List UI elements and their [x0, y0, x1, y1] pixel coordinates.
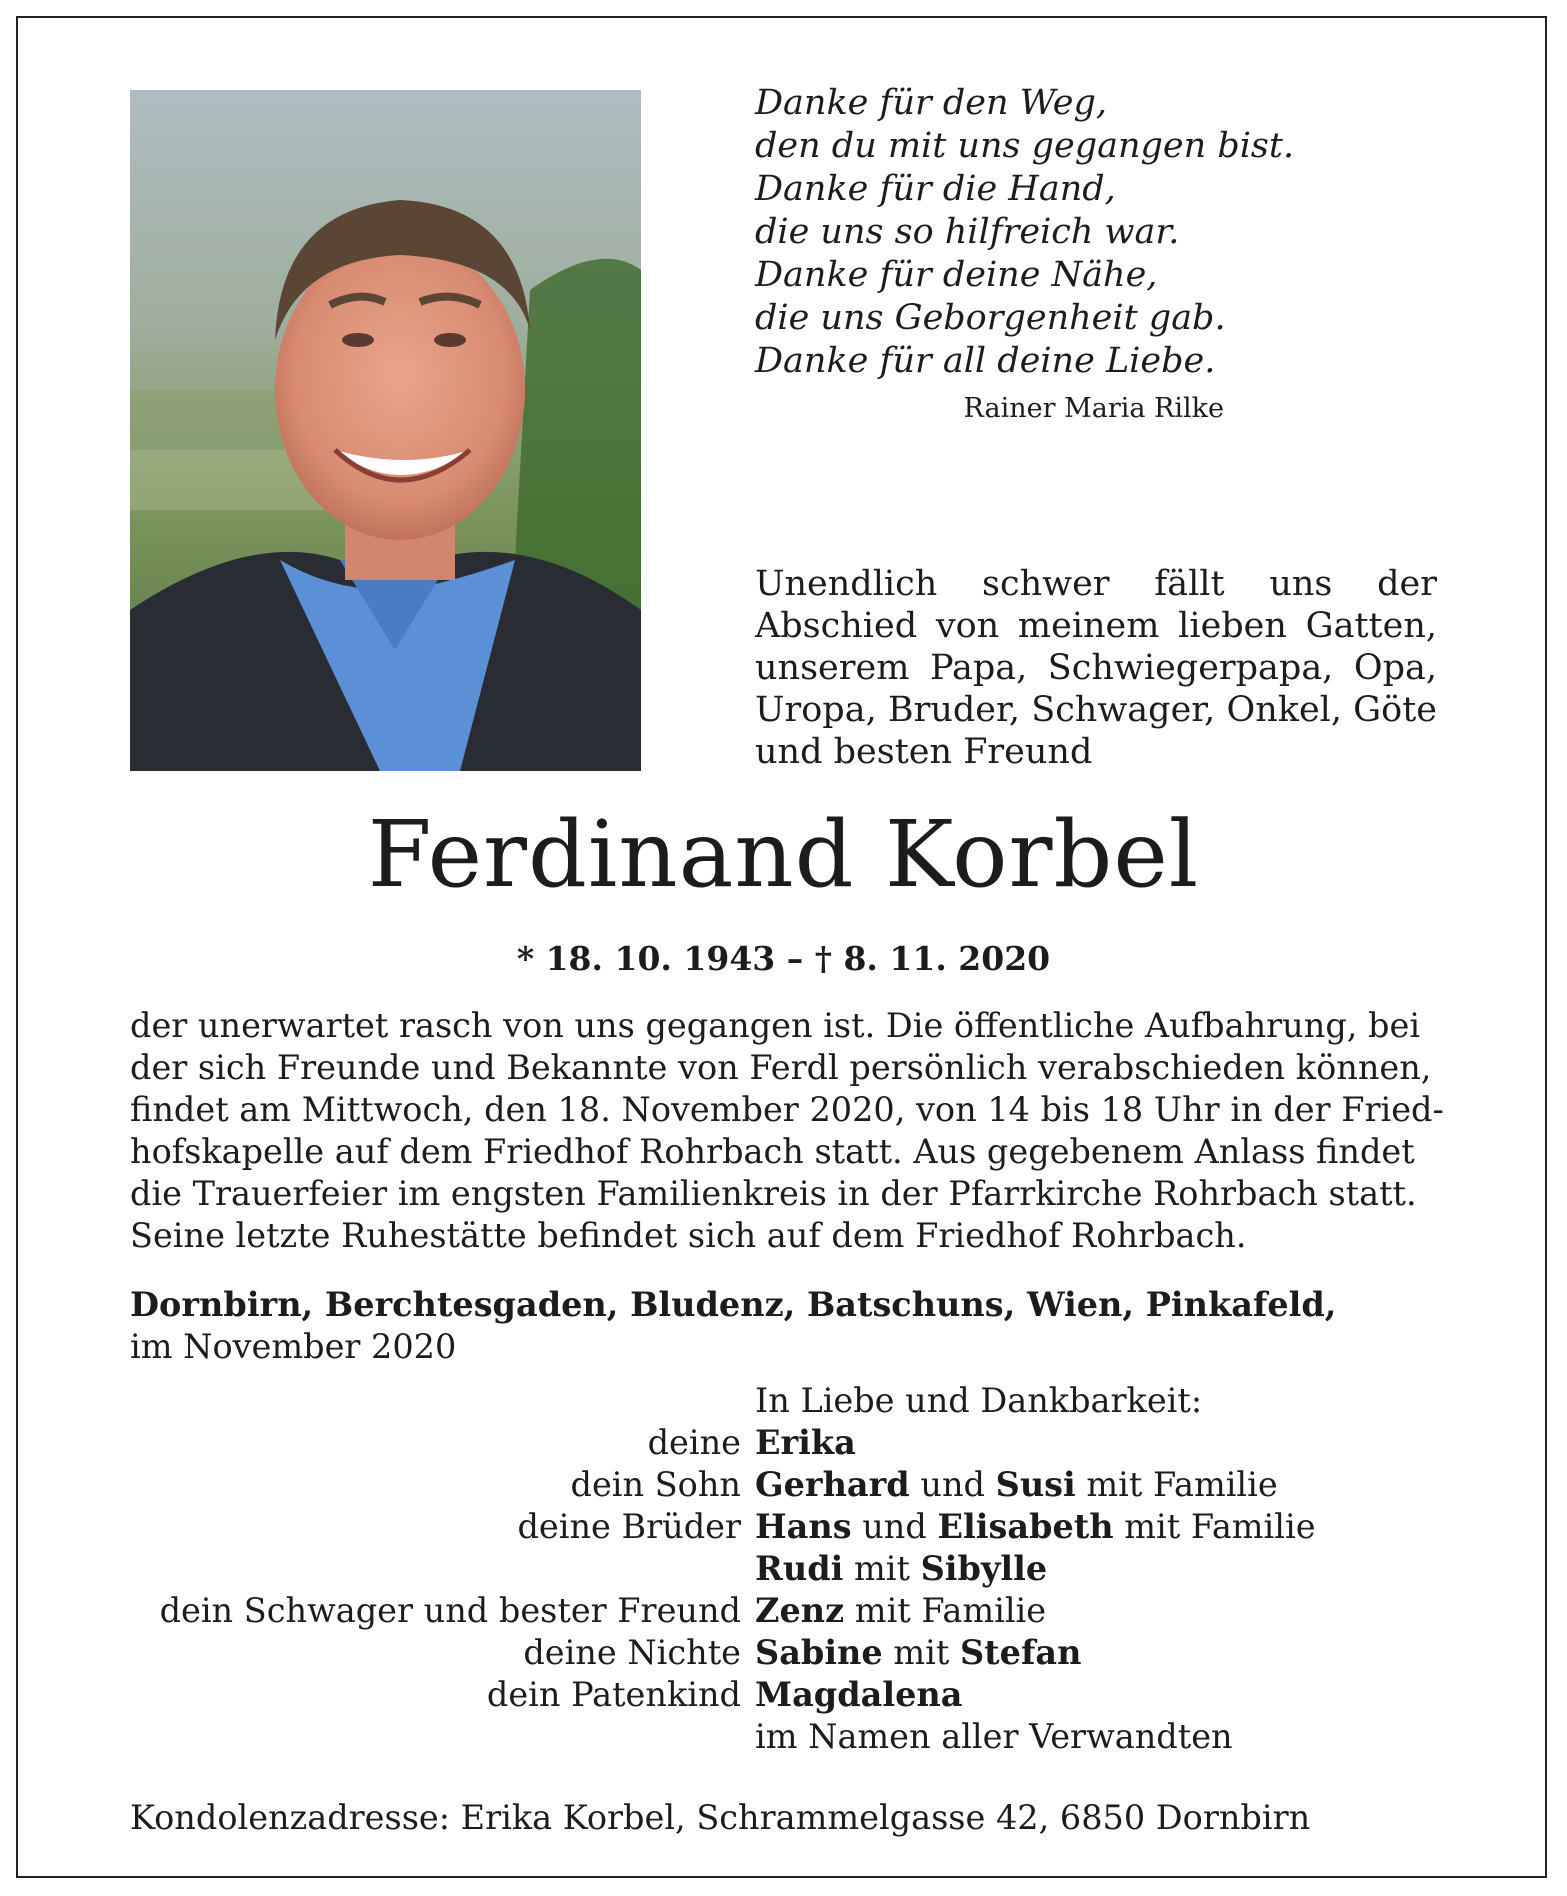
poem-line: Danke für deine Nähe, — [755, 255, 1158, 295]
signature-name: Zenz — [755, 1591, 845, 1630]
poem-line: die uns so hilfreich war. — [755, 212, 1180, 252]
signature-name: Elisabeth — [937, 1507, 1114, 1546]
signature-relation: dein Patenkind — [486, 1675, 741, 1714]
body-line: der sich Freunde und Bekannte von Ferdl persönlich verabschieden können, — [130, 1048, 1432, 1087]
signature-row — [0, 1674, 1567, 1716]
signature-connector: mit — [882, 1633, 960, 1672]
signature-names — [755, 1506, 1316, 1548]
signature-name: Magdalena — [755, 1675, 963, 1714]
body-line: hofskapelle auf dem Friedhof Rohrbach statt. Aus gegebenem Anlass findet — [130, 1132, 1415, 1171]
poem-line: Danke für all deine Liebe. — [755, 341, 1216, 381]
signature-connector: mit Familie — [1075, 1465, 1278, 1504]
signature-name: Sibylle — [920, 1549, 1048, 1588]
announcement-body — [130, 1005, 1444, 1257]
condolence-address: Kondolenzadresse: Erika Korbel, Schrammelgasse 42, 6850 Dornbirn — [130, 1798, 1311, 1837]
poem-line: Danke für den Weg, — [755, 83, 1108, 123]
signature-name: Rudi — [755, 1549, 844, 1588]
body-line: findet am Mittwoch, den 18. November 2020, von 14 bis 18 Uhr in der Fried- — [130, 1090, 1444, 1129]
signature-name: Hans — [755, 1507, 852, 1546]
places-line: Dornbirn, Berchtesgaden, Bludenz, Batschuns, Wien, Pinkafeld, — [130, 1285, 1337, 1324]
signature-row — [0, 1422, 1567, 1464]
signature-connector: und — [851, 1507, 938, 1546]
poem-line: Danke für die Hand, — [755, 169, 1116, 209]
portrait-photo — [130, 90, 641, 771]
deceased-name: Ferdinand Korbel — [367, 801, 1200, 908]
signature-row — [0, 1590, 1567, 1632]
signature-name: Stefan — [959, 1633, 1082, 1672]
signature-names — [755, 1422, 856, 1464]
signature-names — [755, 1716, 1233, 1758]
intro-text: Unendlich schwer fällt uns der Abschied von meinem lieben Gatten, unserem Papa, Schwiegerpapa, Opa, Uropa, Bruder, Schwager, Onkel, Göte und besten Freund — [755, 564, 1437, 772]
signature-names — [755, 1590, 1046, 1632]
dated-line: im November 2020 — [130, 1327, 457, 1366]
signature-names — [755, 1464, 1278, 1506]
body-line: der unerwartet rasch von uns gegangen ist. Die öffentliche Aufbahrung, bei — [130, 1006, 1421, 1045]
poem-author: Rainer Maria Rilke — [963, 393, 1224, 424]
signature-connector: mit Familie — [844, 1591, 1047, 1630]
signature-relation: deine Brüder — [517, 1507, 741, 1546]
signature-relation: deine Nichte — [523, 1633, 741, 1672]
signature-name: Susi — [995, 1465, 1076, 1504]
signature-row — [0, 1632, 1567, 1674]
poem-line: den du mit uns gegangen bist. — [755, 126, 1295, 166]
signature-name: Erika — [755, 1423, 856, 1462]
signature-name: Gerhard — [755, 1465, 910, 1504]
signature-relation: dein Schwager und bester Freund — [159, 1591, 741, 1630]
signature-row — [0, 1464, 1567, 1506]
signature-relation: deine — [647, 1423, 741, 1462]
body-line: die Trauerfeier im engsten Familienkreis in der Pfarrkirche Rohrbach statt. — [130, 1174, 1417, 1213]
life-dates: * 18. 10. 1943 – † 8. 11. 2020 — [516, 939, 1051, 978]
body-line: Seine letzte Ruhestätte befindet sich auf dem Friedhof Rohrbach. — [130, 1216, 1247, 1255]
signature-row — [0, 1716, 1567, 1758]
poem-line: die uns Geborgenheit gab. — [755, 298, 1226, 338]
signature-name: Sabine — [755, 1633, 883, 1672]
signature-relation: dein Sohn — [570, 1465, 741, 1504]
signature-connector: im Namen aller Verwandten — [755, 1717, 1233, 1756]
signature-names — [755, 1548, 1047, 1590]
signature-names — [755, 1674, 962, 1716]
closing-line: In Liebe und Dankbarkeit: — [755, 1381, 1203, 1420]
poem — [755, 82, 1435, 383]
signature-connector: und — [909, 1465, 996, 1504]
signature-connector: mit Familie — [1113, 1507, 1316, 1546]
signature-row — [0, 1506, 1567, 1548]
signature-names — [755, 1632, 1081, 1674]
signature-connector: mit — [843, 1549, 921, 1588]
portrait-image — [130, 90, 641, 771]
signature-row — [0, 1548, 1567, 1590]
